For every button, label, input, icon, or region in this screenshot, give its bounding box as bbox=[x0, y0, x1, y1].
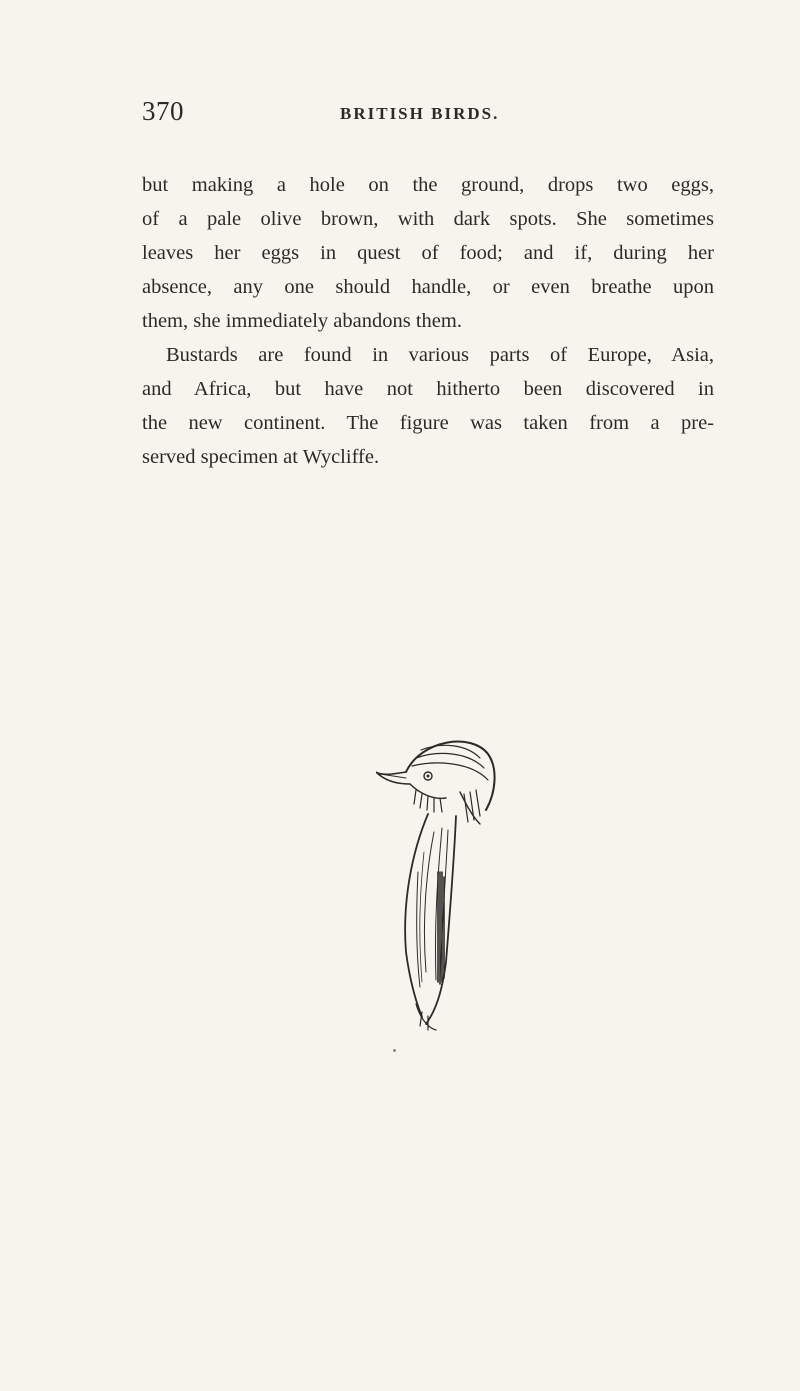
text-line: them, she immediately abandons them. bbox=[142, 310, 462, 332]
paper-speck bbox=[393, 1049, 396, 1052]
text-line: absence, any one should handle, or even breathe upon bbox=[142, 276, 714, 298]
body-text bbox=[142, 168, 714, 474]
page-number: 370 bbox=[142, 96, 184, 126]
text-line: served specimen at Wycliffe. bbox=[142, 446, 380, 468]
text-line: and Africa, but have not hitherto been discovered in bbox=[142, 378, 714, 400]
running-head: BRITISH BIRDS. bbox=[340, 104, 500, 123]
text-line: leaves her eggs in quest of food; and if, during her bbox=[142, 242, 714, 264]
text-line: the new continent. The figure was taken from a pre- bbox=[142, 412, 714, 434]
paragraph-start-line: Bustards are found in various parts of Europe, Asia, bbox=[166, 344, 714, 366]
bird-vignette-icon bbox=[376, 732, 506, 1032]
text-line: of a pale olive brown, with dark spots. She sometimes bbox=[142, 208, 714, 230]
text-line: but making a hole on the ground, drops two eggs, bbox=[142, 174, 714, 196]
